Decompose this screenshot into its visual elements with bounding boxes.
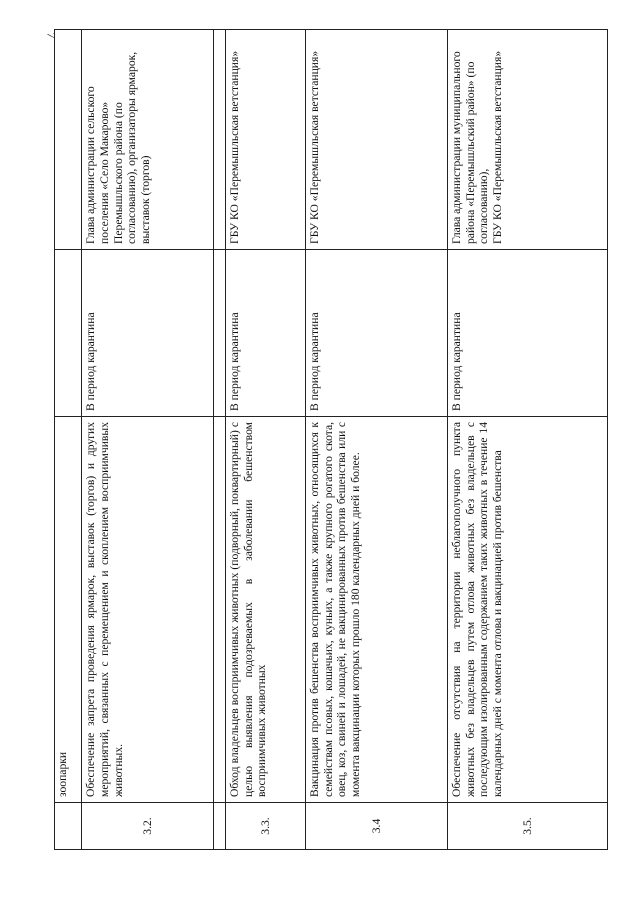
period-cell: В период карантина — [225, 250, 305, 417]
table-cell — [214, 250, 225, 417]
row-number: 3.4 — [305, 803, 447, 850]
responsible-cell: ГБУ КО «Перемышльская ветстанция» — [225, 30, 305, 250]
rotated-page-content — [54, 30, 608, 850]
measure-description: Обеспечение запрета проведения ярмарок, выставок (торгов) и других мероприятий, связанных с перемещением и скоплением восприимчивых животных. — [82, 417, 214, 803]
table-cell — [55, 803, 82, 850]
table-cell — [55, 250, 82, 417]
measure-description: Обеспечение отсутствия на территории неблагополучного пункта животных без владельцев путем отлова животных без владельцев с последующим изолированным содержанием таких животных в течение 14 календарных дней с момента отлова и вакцинацией против бешенства — [447, 417, 607, 803]
responsible-cell — [447, 30, 607, 250]
table-row — [447, 30, 607, 850]
responsible-cell: Глава администрации сельского поселения «Село Макарово» Перемышльского района (по согласованию), организаторы ярмарок, выставок (торгов) — [82, 30, 214, 250]
table-cell — [214, 803, 225, 850]
period-cell: В период карантина — [82, 250, 214, 417]
row-number: 3.3. — [225, 803, 305, 850]
table-cell — [214, 417, 225, 803]
plan-table — [54, 29, 608, 850]
row-number: 3.2. — [82, 803, 214, 850]
period-cell: В период карантина — [305, 250, 447, 417]
table-row — [82, 30, 214, 850]
table-cell — [55, 30, 82, 250]
table-row — [225, 30, 305, 850]
period-cell: В период карантина — [447, 250, 607, 417]
table-row — [305, 30, 447, 850]
table-row-gap — [214, 30, 225, 850]
responsible-cell: ГБУ КО «Перемышльская ветстанция» — [305, 30, 447, 250]
page-number: 7 — [44, 32, 59, 39]
measure-description: Обход владельцев восприимчивых животных (подворный, поквартирный) с целью выявления подозреваемых в заболевании бешенством восприимчивых животных — [225, 417, 305, 803]
responsible-line: Глава администрации муниципального района «Перемышльский район» (по согласованию), — [449, 51, 491, 244]
measure-description: Вакцинация против бешенства восприимчивых животных, относящихся к семействам псовых, кошачьих, куньих, а также крупного рогатого скота, овец, коз, свиней и лошадей, не вакцинированных против бешенства или с момента вакцинации которых прошло 180 календарных дней и более. — [305, 417, 447, 803]
table-cell — [214, 30, 225, 250]
responsible-line: ГБУ КО «Перемышльская ветстанция» — [490, 50, 504, 244]
row-number: 3.5. — [447, 803, 607, 850]
table-row — [55, 30, 82, 850]
table-cell-continued: зоопарки — [55, 417, 82, 803]
